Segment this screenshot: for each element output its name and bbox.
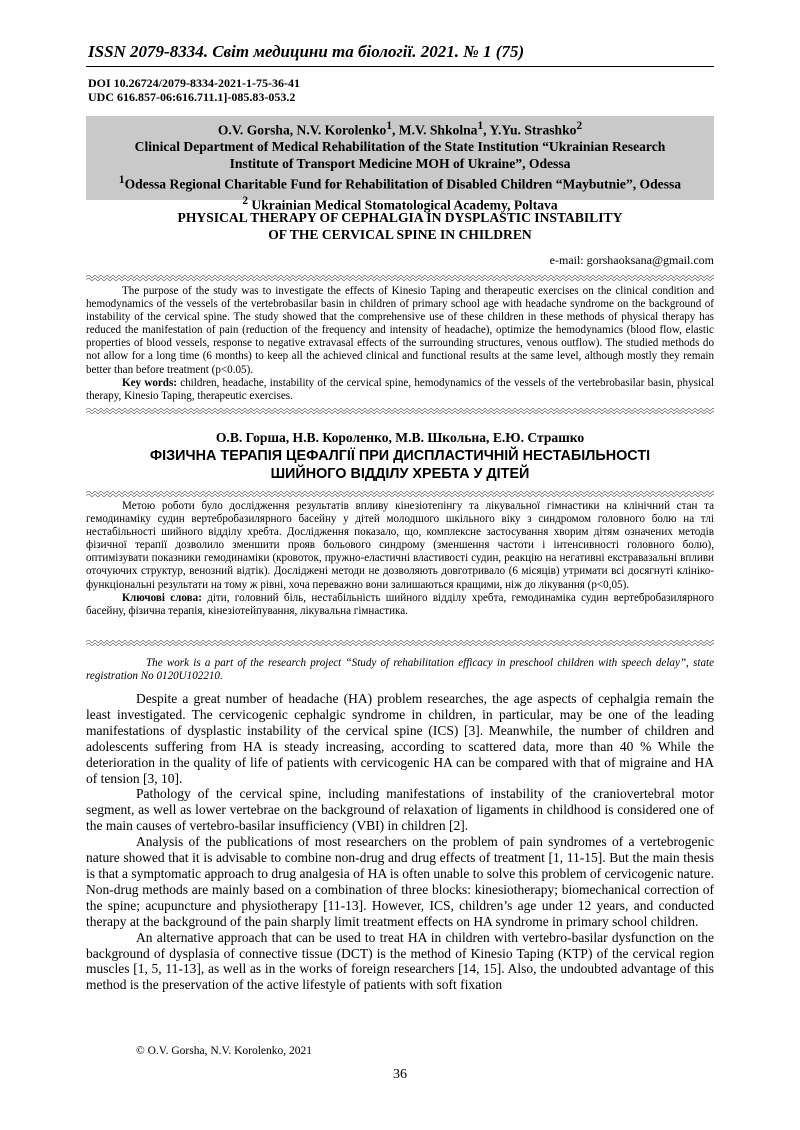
page-number: 36 xyxy=(393,1067,407,1082)
wavy-divider xyxy=(86,275,714,281)
udc: UDC 616.857-06:616.711.1]-085.83-053.2 xyxy=(88,90,296,104)
author-names: O.V. Gorsha, N.V. Korolenko$^1$, M.V. Shkolna$^1$, Y.Yu. Strashko$^2$ xyxy=(217,120,583,138)
doi[interactable]: DOI 10.26724/2079-8334-2021-1-75-36-41 xyxy=(88,76,300,90)
copyright: © O.V. Gorsha, N.V. Korolenko, 2021 xyxy=(136,1045,313,1057)
article-title-ua: ФІЗИЧНА ТЕРАПІЯ ЦЕФАЛГІЇ ПРИ ДИСПЛАСТИЧНІЙ НЕСТАБІЛЬНОСТІ ШИЙНОГО ВІДДІЛУ ХРЕБТА У ДІТЕЙ xyxy=(149,448,651,482)
keywords-ua: Ключові слова: діти, головний біль, нестабільність шийного відділу хребта, гемодинаміка судин вертебробазилярного басейну, фізична терапія, кінезіотейпування, лікувальна гімнастика. xyxy=(86,591,714,617)
wavy-divider xyxy=(86,491,714,497)
body-paragraph: An alternative approach that can be used to treat HA in children with vertebro-basilar dysfunction on the background of dysplasia of connective tissue (DCT) is the method of Kinesio Taping (KTP) of the cervical region muscles [1, 5, 11-13], as well as in the works of foreign researchers [14, 15]. Also, the undoubted advantage of this method is the preservation of the active lifestyle of patients with soft fixation xyxy=(86,929,714,993)
keywords-en: Key words: children, headache, instability of the cervical spine, hemodynamics of the vessels of the vertebrobasilar basin, physical therapy, Kinesio Taping, therapeutic exercises. xyxy=(86,376,714,402)
body-paragraph: Pathology of the cervical spine, including manifestations of instability of the craniovertebral motor segment, as well as lower vertebrae on the background of relaxation of ligaments in childhood is considered one of the main causes of vertebro-basilar insufficiency (VBI) in children [2]. xyxy=(86,786,714,834)
affiliation-1-line-2: Institute of Transport Medicine MOH of Ukraine”, Odessa xyxy=(229,155,571,171)
affiliation-3: $^2$ Ukrainian Medical Stomatological Academy, Poltava xyxy=(242,195,558,213)
project-note: The work is a part of the research project “Study of rehabilitation efficacy in preschool children with speech delay”, state registration No 0120U102210. xyxy=(86,657,714,683)
journal-header: ISSN 2079-8334. Світ медицини та біології. 2021. № 1 (75) xyxy=(88,42,525,61)
body-paragraph: Analysis of the publications of most researchers on the problem of pain syndromes of a vertebrogenic nature showed that it is advisable to combine non-drug and drug effects of treatment [1, 11-15]. But the main thesis is that a symptomatic approach to drug analgesia of HA is often unable to solve this problem of cervicogenic nature. Non-drug methods are mainly based on a combination of three blocks: kinesiotherapy; biomechanical correction of the spine; acupuncture and physiotherapy [11-13]. However, ICS, children’s age under 12 years, and conducted therapy at the background of the pain sharply limit treatment effects on HA syndrome in primary school children. xyxy=(86,834,714,929)
abstract-ua xyxy=(86,500,714,618)
affiliation-1-line-1: Clinical Department of Medical Rehabilitation of the State Institution “Ukrainian Research xyxy=(134,139,666,155)
body-paragraph: Despite a great number of headache (HA) problem researches, the age aspects of cephalgia remain the least investigated. The cervicogenic cephalgic syndrome in children, in particular, may be one of the leading manifestations of dysplastic instability of the cervical spine (ICS) [3]. Meanwhile, the number of children and adolescents suffering from HA is steady increasing, according to scattered data, more than 40 % While the deterioration in the quality of life of patients with cervicogenic HA can be compared with that of migraine and HA of tension [3, 10]. xyxy=(86,691,714,786)
article-body xyxy=(86,691,714,993)
affiliation-2: $^1$Odessa Regional Charitable Fund for Rehabilitation of Disabled Children “Maybutnie”, Odessa xyxy=(118,174,682,192)
authors-ua: О.В. Горша, Н.В. Короленко, М.В. Школьна, Е.Ю. Страшко xyxy=(215,430,585,445)
abstract-en xyxy=(86,285,714,403)
header-rule xyxy=(86,66,714,67)
wavy-divider xyxy=(86,408,714,414)
abstract-en-text: The purpose of the study was to investigate the effects of Kinesio Taping and therapeutic exercises on the clinical condition and hemodynamics of the vessels of the vertebrobasilar basin in children of primary school age with headache syndrome on the background of instability of the cervical spine. The study showed that the comprehensive use of these children in these methods of physical therapy has reduced the manifestation of pain (reduction of the frequency and intensity of headache), optimize the hemodynamics (blood flow, elastic properties of blood vessels, response to negative extravasal effects of the surrounding structures, venous outflow). The studied methods do not allow for a long time (6 months) to keep all the achieved clinical and functional results at the same level, although mostly they remain better than before treatment (p<0.05). xyxy=(86,285,714,376)
article-identifiers xyxy=(88,76,300,104)
author-affiliation-box xyxy=(86,116,714,213)
abstract-ua-text: Метою роботи було дослідження результатів впливу кінезіотепінгу та лікувальної гімнастики на клінічний стан та гемодинаміку судин вертебробазилярного басейну у дітей молодшого шкільного віку з синдромом головного болю на тлі нестабільності шийного відділу хребта. Дослідження показало, що, комплексне застосування хворим дітям означених методів фізичної терапії дозволило зменшити прояв больового синдрому (зменшення частоти і інтенсивності головного болю), оптимізувати показники гемодинаміки (кровоток, пружно-еластичні властивості судин, реакцію на негативні екстравазальні впливи оточуючих структур, венозний відтік). Досліджені методи не дозволяють довготривало (6 місяців) утримати всі досягнуті клініко-функціональні результати на тому ж рівні, хоча переважно вони залишаються кращими, ніж до лікування (р<0,05). xyxy=(86,500,714,591)
contact-email[interactable]: e-mail: gorshaoksana@gmail.com xyxy=(549,253,714,267)
wavy-divider xyxy=(86,640,714,646)
article-title-en: PHYSICAL THERAPY OF CEPHALGIA IN DYSPLASTIC INSTABILITY OF THE CERVICAL SPINE IN CHILDREN xyxy=(177,210,623,242)
